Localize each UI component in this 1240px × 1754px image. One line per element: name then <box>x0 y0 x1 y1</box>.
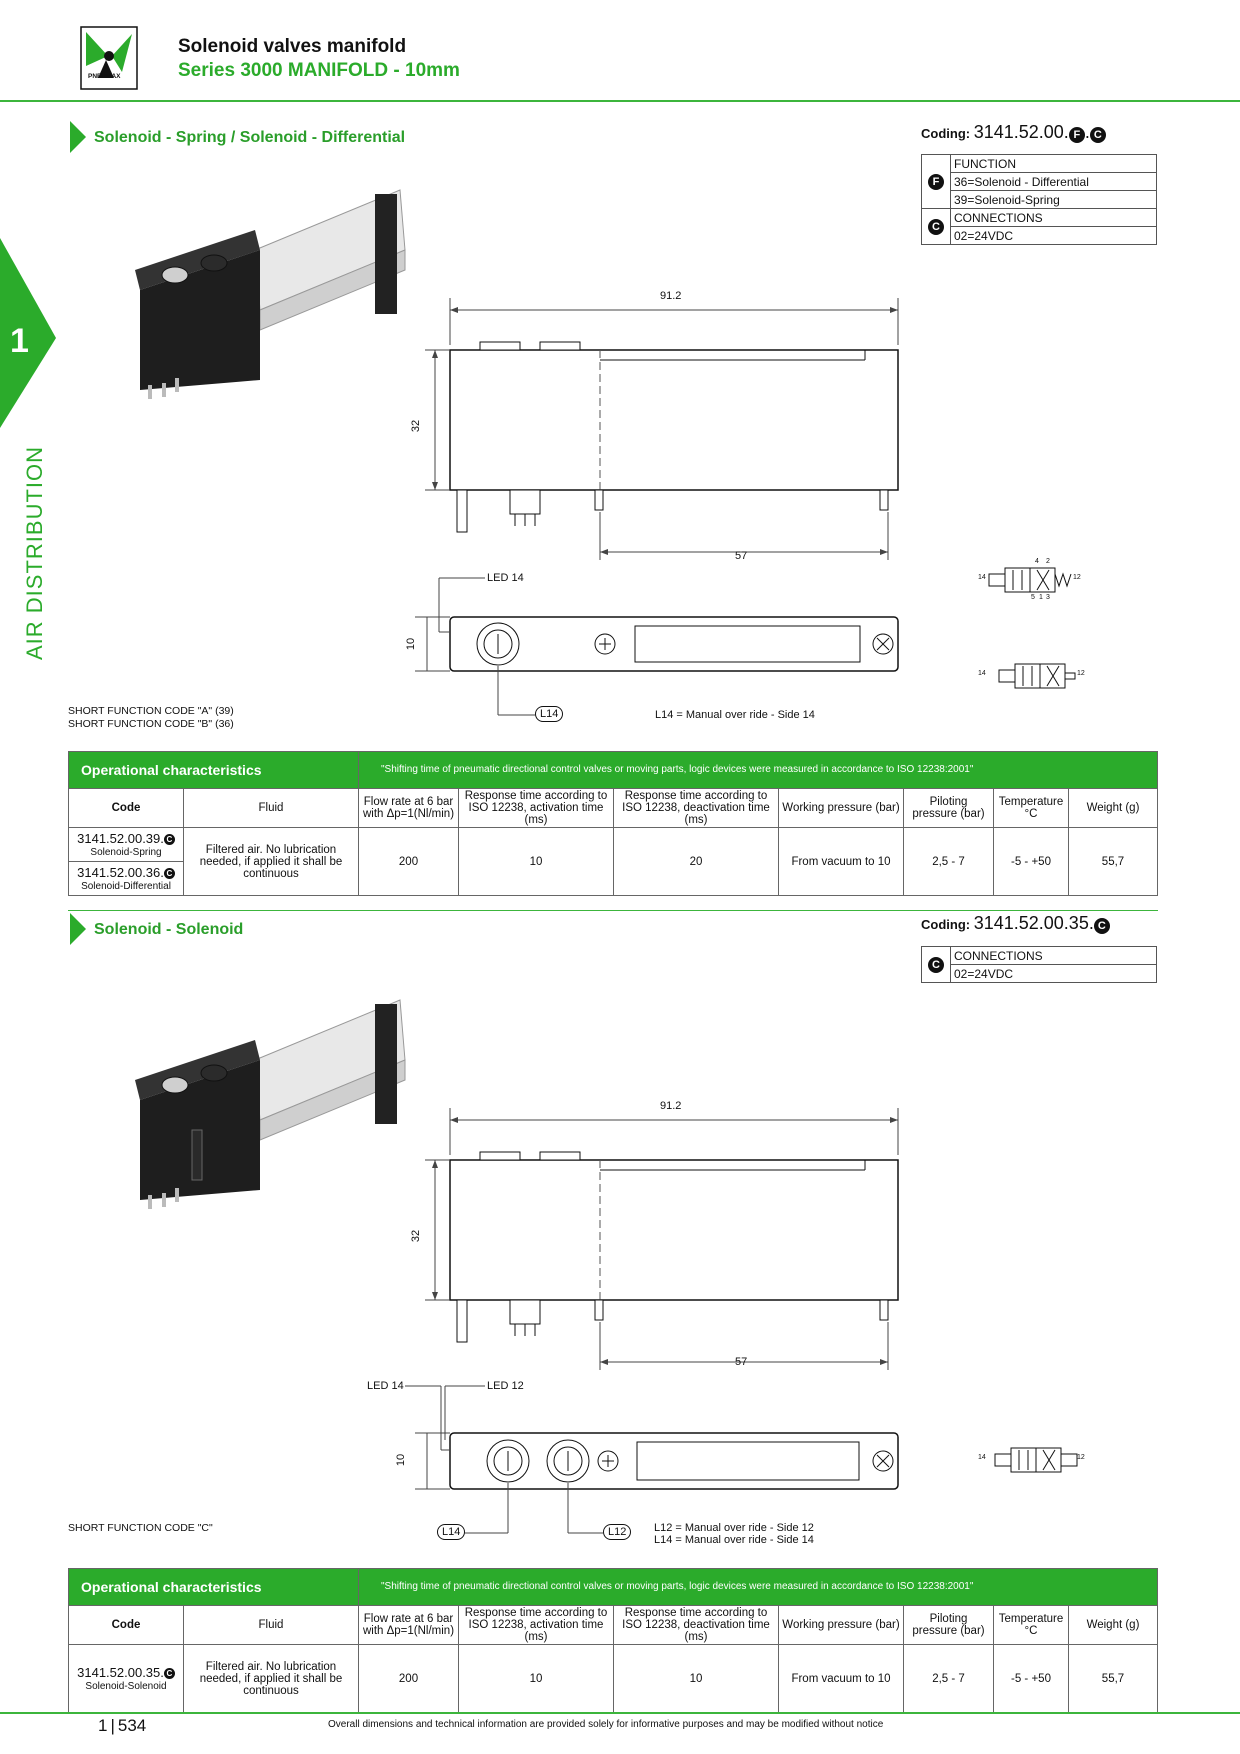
port-12: 12 <box>1077 1454 1085 1461</box>
col-weight: Weight (g) <box>1069 789 1158 828</box>
row-code <box>69 828 184 862</box>
op-table-note: "Shifting time of pneumatic directional control valves or moving parts, logic devices were measured in accordance to ISO 12238:2001" <box>359 1569 1158 1606</box>
top-view-drawing <box>367 1380 925 1546</box>
dim-pitch: 57 <box>735 1356 748 1368</box>
code-value: 3141.52.00.39. <box>77 831 164 846</box>
code-value: 3141.52.00.35. <box>77 1665 164 1680</box>
l14-tag: L14 <box>437 1524 465 1540</box>
side-view-drawing <box>405 290 925 575</box>
piloting-value: 2,5 - 7 <box>904 828 994 896</box>
op-table-title: Operational characteristics <box>69 1569 359 1606</box>
c-badge: C <box>164 834 175 845</box>
col-resp-off: Response time according to ISO 12238, deactivation time (ms) <box>614 1606 779 1645</box>
coding-value: 3141.52.00.35. <box>973 913 1094 933</box>
short-code-b: SHORT FUNCTION CODE "B" (36) <box>68 718 234 730</box>
page-chapter: 1 <box>98 1716 108 1735</box>
col-piloting: Piloting pressure (bar) <box>904 1606 994 1645</box>
port-4: 4 <box>1035 558 1039 565</box>
resp-on-value: 10 <box>459 828 614 896</box>
valve-symbol-differential <box>975 652 1085 707</box>
col-code: Code <box>69 1606 184 1645</box>
led14-label: LED 14 <box>367 1380 404 1392</box>
footer-disclaimer: Overall dimensions and technical information are provided solely for informative purposes and may be modified without notice <box>328 1719 884 1730</box>
row-code <box>69 862 184 896</box>
section-arrow-icon <box>70 913 86 945</box>
pressure-value: From vacuum to 10 <box>779 828 904 896</box>
fluid-value: Filtered air. No lubrication needed, if applied it shall be continuous <box>184 1645 359 1713</box>
coding-separator: . <box>1084 122 1090 142</box>
coding-label: Coding: <box>921 917 971 932</box>
function-option: 36=Solenoid - Differential <box>951 173 1157 191</box>
override-note: L14 = Manual over ride - Side 14 <box>655 709 815 721</box>
col-fluid: Fluid <box>184 789 359 828</box>
coding-label: Coding: <box>921 126 971 141</box>
section2-coding-table <box>921 946 1157 983</box>
temp-value: -5 - +50 <box>994 1645 1069 1713</box>
col-fluid: Fluid <box>184 1606 359 1645</box>
operational-table-1 <box>68 751 1158 896</box>
side-view-drawing <box>405 1100 925 1385</box>
dim-length: 91.2 <box>660 290 682 302</box>
piloting-value: 2,5 - 7 <box>904 1645 994 1713</box>
col-flow: Flow rate at 6 bar with Δp=1(Nl/min) <box>359 789 459 828</box>
col-pressure: Working pressure (bar) <box>779 1606 904 1645</box>
chapter-number: 1 <box>10 322 29 360</box>
port-3: 3 <box>1046 594 1050 601</box>
port-5: 5 <box>1031 594 1035 601</box>
page-number: 1 | 534 <box>98 1716 147 1735</box>
l14-tag: L14 <box>535 706 563 722</box>
op-table-note: "Shifting time of pneumatic directional control valves or moving parts, logic devices were measured in accordance to ISO 12238:2001" <box>359 752 1158 789</box>
resp-off-value: 10 <box>614 1645 779 1713</box>
led12-label: LED 12 <box>487 1380 524 1392</box>
fluid-value: Filtered air. No lubrication needed, if applied it shall be continuous <box>184 828 359 896</box>
section-arrow-icon <box>70 121 86 153</box>
c-cell <box>922 209 951 245</box>
chapter-tab <box>0 238 58 443</box>
footer-divider <box>0 1712 1240 1714</box>
valve-symbol-double <box>975 1436 1085 1491</box>
port-14: 14 <box>978 1454 986 1461</box>
coding-c-badge: C <box>1094 918 1110 934</box>
chapter-label: AIR DISTRIBUTION <box>22 445 47 660</box>
section-divider <box>68 910 1158 911</box>
section1-title: Solenoid - Spring / Solenoid - Differential <box>94 129 406 146</box>
function-header: FUNCTION <box>951 155 1157 173</box>
l12-tag: L12 <box>603 1524 631 1540</box>
dim-width: 10 <box>395 1453 408 1467</box>
flow-value: 200 <box>359 828 459 896</box>
code-subtitle: Solenoid-Spring <box>90 847 162 858</box>
section1-coding <box>921 122 1106 143</box>
weight-value: 55,7 <box>1069 1645 1158 1713</box>
c-cell <box>922 947 951 983</box>
col-flow: Flow rate at 6 bar with Δp=1(Nl/min) <box>359 1606 459 1645</box>
led14-label: LED 14 <box>487 572 524 584</box>
pressure-value: From vacuum to 10 <box>779 1645 904 1713</box>
col-temp: Temperature °C <box>994 1606 1069 1645</box>
port-14: 14 <box>978 574 986 581</box>
col-pressure: Working pressure (bar) <box>779 789 904 828</box>
c-badge: C <box>928 219 944 235</box>
connections-option: 02=24VDC <box>951 965 1157 983</box>
col-resp-on: Response time according to ISO 12238, activation time (ms) <box>459 789 614 828</box>
code-value: 3141.52.00.36. <box>77 865 164 880</box>
product-photo <box>130 180 430 425</box>
col-resp-on: Response time according to ISO 12238, activation time (ms) <box>459 1606 614 1645</box>
resp-on-value: 10 <box>459 1645 614 1713</box>
page-subtitle: Series 3000 MANIFOLD - 10mm <box>178 60 460 81</box>
connections-header: CONNECTIONS <box>951 209 1157 227</box>
c-badge: C <box>928 957 944 973</box>
page-title: Solenoid valves manifold <box>178 36 407 57</box>
code-subtitle: Solenoid-Solenoid <box>85 1681 167 1692</box>
col-piloting: Piloting pressure (bar) <box>904 789 994 828</box>
col-weight: Weight (g) <box>1069 1606 1158 1645</box>
override-note-14: L14 = Manual over ride - Side 14 <box>654 1534 814 1546</box>
connections-header: CONNECTIONS <box>951 947 1157 965</box>
top-view-drawing <box>405 572 925 722</box>
operational-table-2 <box>68 1568 1158 1713</box>
section1-coding-table <box>921 154 1157 245</box>
code-subtitle: Solenoid-Differential <box>81 881 171 892</box>
logo-text: PNEUMAX <box>88 73 121 80</box>
coding-c-badge: C <box>1090 127 1106 143</box>
port-12: 12 <box>1077 670 1085 677</box>
weight-value: 55,7 <box>1069 828 1158 896</box>
dim-width: 10 <box>405 637 418 651</box>
dim-length: 91.2 <box>660 1100 682 1112</box>
port-12: 12 <box>1073 574 1081 581</box>
c-badge: C <box>164 868 175 879</box>
function-option: 39=Solenoid-Spring <box>951 191 1157 209</box>
dim-height: 32 <box>410 419 423 433</box>
col-resp-off: Response time according to ISO 12238, deactivation time (ms) <box>614 789 779 828</box>
page-num: 534 <box>117 1716 147 1735</box>
section2-coding <box>921 913 1110 934</box>
port-1: 1 <box>1039 594 1043 601</box>
valve-symbol-spring <box>975 556 1085 611</box>
resp-off-value: 20 <box>614 828 779 896</box>
coding-f-badge: F <box>1069 127 1085 143</box>
temp-value: -5 - +50 <box>994 828 1069 896</box>
f-cell <box>922 155 951 209</box>
flow-value: 200 <box>359 1645 459 1713</box>
port-2: 2 <box>1046 558 1050 565</box>
row-code <box>69 1645 184 1713</box>
brand-logo <box>80 26 138 90</box>
col-code: Code <box>69 789 184 828</box>
short-code-a: SHORT FUNCTION CODE "A" (39) <box>68 705 234 717</box>
port-14: 14 <box>978 670 986 677</box>
short-code-c: SHORT FUNCTION CODE "C" <box>68 1522 213 1534</box>
op-table-title: Operational characteristics <box>69 752 359 789</box>
section2-title: Solenoid - Solenoid <box>94 921 244 938</box>
dim-height: 32 <box>410 1229 423 1243</box>
override-note-12: L12 = Manual over ride - Side 12 <box>654 1522 814 1534</box>
dim-pitch: 57 <box>735 550 748 562</box>
c-badge: C <box>164 1668 175 1679</box>
f-badge: F <box>928 174 944 190</box>
product-photo <box>130 990 430 1235</box>
connections-option: 02=24VDC <box>951 227 1157 245</box>
coding-value: 3141.52.00. <box>973 122 1069 142</box>
col-temp: Temperature °C <box>994 789 1069 828</box>
header-divider <box>0 100 1240 102</box>
